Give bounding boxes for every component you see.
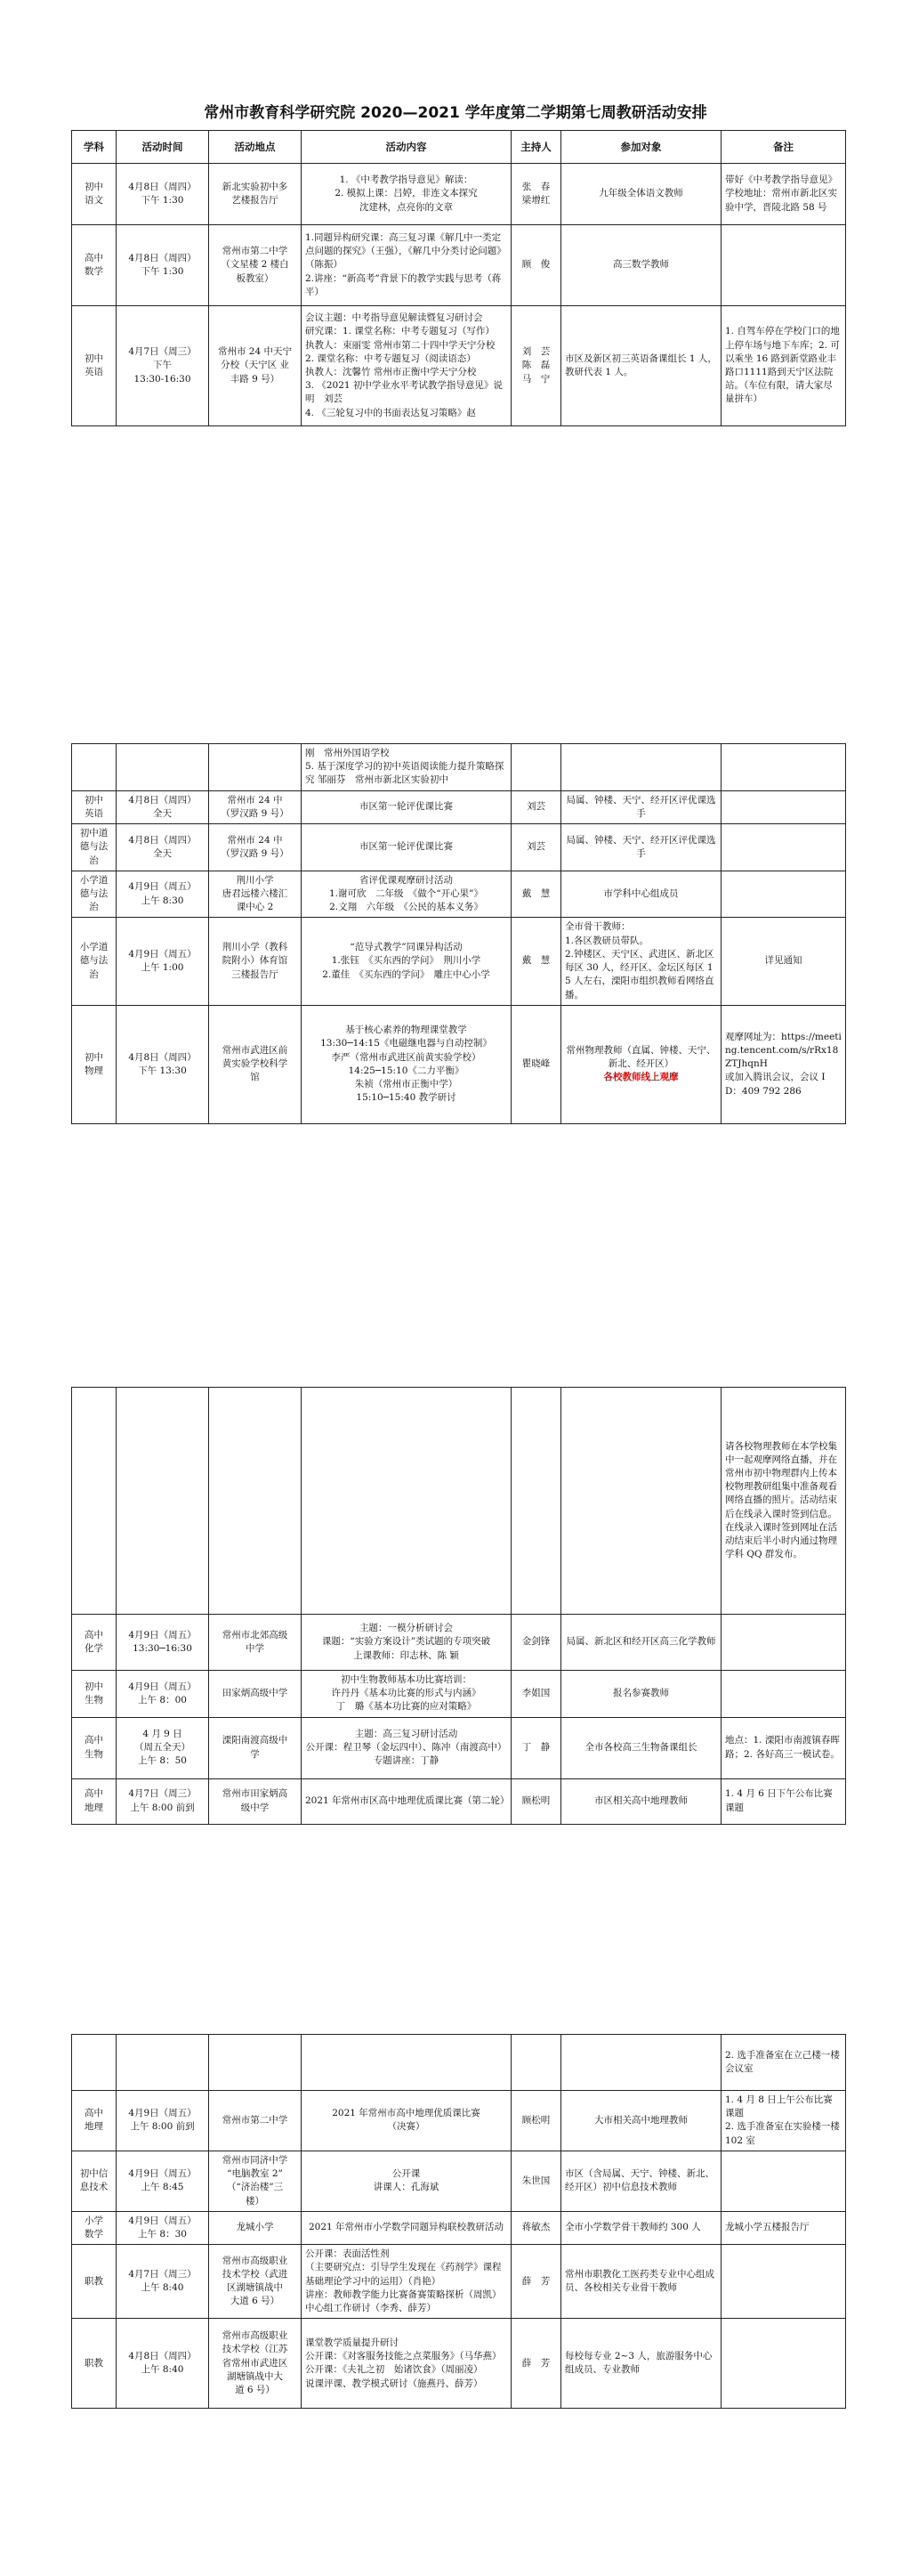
table-row bbox=[72, 2245, 846, 2319]
cell-place: 新北实验初中多 艺楼报告厅 bbox=[209, 164, 302, 225]
cell-subject: 职教 bbox=[72, 2319, 117, 2409]
cell-place: 龙城小学 bbox=[209, 2211, 302, 2244]
cell-content: 公开课：表面活性剂 （主要研究点：引导学生发现在《药剂学》课程基础理论学习中的运用）（肖艳） 讲座：教师教学能力比赛备赛策略探析（周凯） 中心组工作研讨（李秀、薛芳） bbox=[302, 2245, 512, 2319]
cell-host: 朱世国 bbox=[512, 2151, 561, 2211]
table-row bbox=[72, 1388, 846, 1615]
schedule-table-page-4 bbox=[71, 2034, 846, 2409]
cell-place: 田家炳高级中学 bbox=[209, 1671, 302, 1718]
cell-note: 1. 4 月 8 日上午公布比赛课题 2. 选手准备室在实验楼一楼 102 室 bbox=[722, 2091, 846, 2151]
cell-host: 戴 慧 bbox=[512, 918, 561, 1005]
schedule-table-page-2 bbox=[71, 743, 846, 1124]
cell-attendees bbox=[561, 2035, 722, 2091]
cell-content: 2021 年常州市区高中地理优质课比赛（第二轮） bbox=[302, 1778, 512, 1824]
cell-host: 顾 俊 bbox=[512, 225, 561, 306]
cell-note bbox=[722, 225, 846, 306]
cell-place: 常州市田家炳高 级中学 bbox=[209, 1778, 302, 1824]
cell-note bbox=[722, 2151, 846, 2211]
cell-content: 2021 年常州市高中地理优质课比赛 （决赛） bbox=[302, 2091, 512, 2151]
header-host: 主持人 bbox=[512, 131, 561, 164]
cell-time: 4月7日（周三） 上午 8:00 前到 bbox=[117, 1778, 209, 1824]
cell-note: 地点：1. 溧阳市南渡镇春晖路；2. 各好高三一模试卷。 bbox=[722, 1717, 846, 1778]
cell-attendees: 市区（含局属、天宁、钟楼、新北、经开区）初中信息技术教师 bbox=[561, 2151, 722, 2211]
cell-attendees: 局属、新北区和经开区高三化学教师 bbox=[561, 1615, 722, 1671]
cell-place: 常州市 24 中 （罗汉路 9 号） bbox=[209, 824, 302, 871]
cell-place bbox=[209, 2035, 302, 2091]
header-note: 备注 bbox=[722, 131, 846, 164]
cell-note: 2. 选手准备室在立己楼一楼会议室 bbox=[722, 2035, 846, 2091]
cell-attendees bbox=[561, 744, 722, 791]
cell-time: 4月7日（周三） 上午 8:40 bbox=[117, 2245, 209, 2319]
cell-place bbox=[209, 744, 302, 791]
cell-attendees: 全市骨干教师： 1.各区教研员带队。 2.钟楼区、天宁区、武进区、新北区每区 30 人，经开区、金坛区每区 15 人左右，溧阳市组织教师看网络直播。 bbox=[561, 918, 722, 1005]
cell-content: 初中生物教师基本功比赛培训： 许丹丹《基本功比赛的形式与内涵》 丁 璐《基本功比赛的应对策略》 bbox=[302, 1671, 512, 1718]
cell-content: 公开课 讲课人：孔海斌 bbox=[302, 2151, 512, 2211]
table-row bbox=[72, 2211, 846, 2244]
cell-content: 1.同题异构研究课：高三复习课《解几中一类定点问题的探究》（王强），《解几中分类讨论问题》（陈振） 2.讲座：“新高考”背景下的教学实践与思考（蒋平） bbox=[302, 225, 512, 306]
cell-note: 1. 自驾车停在学校门口的地上停车场与地下车库；2. 可以乘坐 16 路到新堂路业丰路口1111路到天宁区法院站。（车位有限，请大家尽量拼车） bbox=[722, 306, 846, 426]
cell-host: 顾松明 bbox=[512, 1778, 561, 1824]
cell-note: 请各校物理教师在本学校集中一起观摩网络直播，并在常州市初中物理群内上传本校物理教研组集中准备观看网络直播的照片。活动结束后在线录入课时签到信息。在线录入课时签到网址在活动结束后半小时内通过物理学科 QQ 群发布。 bbox=[722, 1388, 846, 1615]
cell-time: 4月9日（周五） 上午 8:00 前到 bbox=[117, 2091, 209, 2151]
cell-host bbox=[512, 2035, 561, 2091]
cell-time: 4月8日（周四） 下午 1:30 bbox=[117, 225, 209, 306]
cell-place: 荆川小学 唐君远楼六楼汇 课中心 2 bbox=[209, 871, 302, 918]
cell-subject: 高中 地理 bbox=[72, 1778, 117, 1824]
cell-place: 常州市高级职业 技术学校（武进 区湖塘镇战中 大道 6 号） bbox=[209, 2245, 302, 2319]
table-row bbox=[72, 164, 846, 225]
cell-host: 丁 静 bbox=[512, 1717, 561, 1778]
cell-attendees: 每校每专业 2~3 人，旅游服务中心组成员、专业教师 bbox=[561, 2319, 722, 2409]
page-title: 常州市教育科学研究院 2020—2021 学年度第二学期第七周教研活动安排 bbox=[204, 104, 707, 122]
cell-note bbox=[722, 2319, 846, 2409]
table-row bbox=[72, 1717, 846, 1778]
cell-content: 课堂教学质量提升研讨 公开课：《对客服务技能之点菜服务》（马华燕） 公开课：《夫礼之初 始诸饮食》（周丽凌） 说课评课、教学模式研讨（施燕丹、薛芳） bbox=[302, 2319, 512, 2409]
cell-subject: 初中 英语 bbox=[72, 790, 117, 823]
cell-attendees: 市区及新区初三英语备课组长 1 人，教研代表 1 人。 bbox=[561, 306, 722, 426]
table-row bbox=[72, 1778, 846, 1824]
cell-content: 1. 《中考教学指导意见》解读： 2. 模拟上课：吕婷，非连文本探究 沈建林，点亮你的文章 bbox=[302, 164, 512, 225]
schedule-table-page-1 bbox=[71, 130, 846, 426]
cell-host bbox=[512, 744, 561, 791]
cell-place: 常州市武进区前 黄实验学校科学 馆 bbox=[209, 1005, 302, 1123]
cell-note bbox=[722, 1615, 846, 1671]
cell-attendees: 报名参赛教师 bbox=[561, 1671, 722, 1718]
schedule-table-page-3 bbox=[71, 1387, 846, 1825]
cell-note: 1. 4 月 6 日下午公布比赛课题 bbox=[722, 1778, 846, 1824]
cell-place: 常州市北郊高级 中学 bbox=[209, 1615, 302, 1671]
cell-note bbox=[722, 871, 846, 918]
cell-content bbox=[302, 1388, 512, 1615]
cell-subject bbox=[72, 1388, 117, 1615]
cell-place: 荆川小学（教科 院附小）体育馆 三楼报告厅 bbox=[209, 918, 302, 1005]
cell-subject: 小学道 德与法 治 bbox=[72, 918, 117, 1005]
cell-note: 龙城小学五楼报告厅 bbox=[722, 2211, 846, 2244]
cell-host: 薛 芳 bbox=[512, 2245, 561, 2319]
cell-host: 薛 芳 bbox=[512, 2319, 561, 2409]
cell-attendees: 市区相关高中地理教师 bbox=[561, 1778, 722, 1824]
cell-subject: 高中 化学 bbox=[72, 1615, 117, 1671]
cell-content: 会议主题：中考指导意见解读暨复习研讨会 研究课：1. 课堂名称：中考专题复习（写作） 执教人：束丽雯 常州市第二十四中学天宁分校 2. 课堂名称：中考专题复习（阅读语态） 执教人：沈馨竹 常州市正衡中学天宁分校 3. 《2021 初中学业水平考试教学指导意见》说明 刘芸 4. 《三轮复习中的书面表达复习策略》赵 bbox=[302, 306, 512, 426]
cell-time: 4月9日（周五） 上午 8:45 bbox=[117, 2151, 209, 2211]
cell-note bbox=[722, 790, 846, 823]
cell-note: 带好《中考教学指导意见》 学校地址：常州市新北区实验中学，晋陵北路 58 号 bbox=[722, 164, 846, 225]
table-row bbox=[72, 871, 846, 918]
cell-attendees bbox=[561, 1388, 722, 1615]
cell-subject bbox=[72, 2035, 117, 2091]
cell-host bbox=[512, 1388, 561, 1615]
header-place: 活动地点 bbox=[209, 131, 302, 164]
cell-time: 4月9日（周五） 13:30─16:30 bbox=[117, 1615, 209, 1671]
cell-attendees: 常州市职教化工医药类专业中心组成员、各校相关专业骨干教师 bbox=[561, 2245, 722, 2319]
header-time: 活动时间 bbox=[117, 131, 209, 164]
table-row bbox=[72, 1671, 846, 1718]
cell-time: 4 月 9 日 （周五全天） 上午 8：50 bbox=[117, 1717, 209, 1778]
cell-host: 戴 慧 bbox=[512, 871, 561, 918]
table-row bbox=[72, 744, 846, 791]
cell-subject: 小学道 德与法 治 bbox=[72, 871, 117, 918]
header-content: 活动内容 bbox=[302, 131, 512, 164]
cell-place: 常州市同济中学 “电脑教室 2” （“济治楼”三 楼） bbox=[209, 2151, 302, 2211]
table-row bbox=[72, 2035, 846, 2091]
cell-content bbox=[302, 2035, 512, 2091]
cell-subject: 初中 物理 bbox=[72, 1005, 117, 1123]
cell-content: 刚 常州外国语学校 5. 基于深度学习的初中英语阅读能力提升策略探究 邹丽芬 常州市新北区实验初中 bbox=[302, 744, 512, 791]
cell-subject: 高中 数学 bbox=[72, 225, 117, 306]
cell-host: 瞿晓峰 bbox=[512, 1005, 561, 1123]
table-row bbox=[72, 2319, 846, 2409]
cell-host: 张 春 梁增红 bbox=[512, 164, 561, 225]
cell-subject: 初中 英语 bbox=[72, 306, 117, 426]
cell-note bbox=[722, 1671, 846, 1718]
cell-place: 常州市第二中学 bbox=[209, 2091, 302, 2151]
cell-note: 详见通知 bbox=[722, 918, 846, 1005]
cell-time: 4月9日（周五） 上午 1:00 bbox=[117, 918, 209, 1005]
cell-place: 常州市高级职业 技术学校（江苏 省常州市武进区 湖塘镇战中大 道 6 号） bbox=[209, 2319, 302, 2409]
cell-subject: 初中 语文 bbox=[72, 164, 117, 225]
cell-content: 基于核心素养的物理课堂教学 13:30─14:15《电磁继电器与自动控制》 李严（常州市武进区前黄实验学校） 14:25─15:10《二力平衡》 朱祯（常州市正衡中学） 15:10─15:40 教学研讨 bbox=[302, 1005, 512, 1123]
cell-attendees: 局属、钟楼、天宁、经开区评优课选手 bbox=[561, 824, 722, 871]
cell-note bbox=[722, 744, 846, 791]
cell-place: 常州市第二中学 （文星楼 2 楼白 板教室） bbox=[209, 225, 302, 306]
cell-attendees: 全市小学数学骨干教师约 300 人 bbox=[561, 2211, 722, 2244]
header-subject: 学科 bbox=[72, 131, 117, 164]
cell-attendees: 高三数学教师 bbox=[561, 225, 722, 306]
cell-subject: 职教 bbox=[72, 2245, 117, 2319]
table-row bbox=[72, 918, 846, 1005]
cell-note: 观摩网址为：https://meeting.tencent.com/s/rRx18ZTJhqnH 或加入腾讯会议，会议 ID：409 792 286 bbox=[722, 1005, 846, 1123]
cell-subject: 初中信 息技术 bbox=[72, 2151, 117, 2211]
cell-content: 主题：高三复习研讨活动 公开课：程卫琴（金坛四中）、陈冲（南渡高中） 专题讲座：丁静 bbox=[302, 1717, 512, 1778]
cell-attendees: 局属、钟楼、天宁、经开区评优课选手 bbox=[561, 790, 722, 823]
cell-attendees: 市学科中心组成员 bbox=[561, 871, 722, 918]
cell-place: 常州市 24 中天宁 分校（天宁区 业 丰路 9 号） bbox=[209, 306, 302, 426]
cell-note bbox=[722, 2245, 846, 2319]
cell-time: 4月9日（周五） 上午 8：30 bbox=[117, 2211, 209, 2244]
cell-place bbox=[209, 1388, 302, 1615]
cell-time: 4月8日（周四） 下午 13:30 bbox=[117, 1005, 209, 1123]
cell-subject: 高中 地理 bbox=[72, 2091, 117, 2151]
cell-attendees: 大市相关高中地理教师 bbox=[561, 2091, 722, 2151]
cell-time: 4月8日（周四） 全天 bbox=[117, 824, 209, 871]
cell-time: 4月8日（周四） 上午 8:40 bbox=[117, 2319, 209, 2409]
cell-place: 溧阳南渡高级中 学 bbox=[209, 1717, 302, 1778]
cell-attendees: 全市各校高三生物备课组长 bbox=[561, 1717, 722, 1778]
cell-content: “范导式教学”同课异构活动 1.张钰 《买东西的学问》 荆川小学 2.董佳 《买东西的学问》 雕庄中心小学 bbox=[302, 918, 512, 1005]
cell-time bbox=[117, 2035, 209, 2091]
cell-host: 刘 芸 陈 磊 马 宁 bbox=[512, 306, 561, 426]
cell-time: 4月8日（周四） 全天 bbox=[117, 790, 209, 823]
cell-subject: 高中 生物 bbox=[72, 1717, 117, 1778]
table-row bbox=[72, 824, 846, 871]
cell-host: 顾松明 bbox=[512, 2091, 561, 2151]
online-viewing-notice: 各校教师线上观摩 bbox=[603, 1072, 679, 1083]
cell-subject bbox=[72, 744, 117, 791]
cell-host: 李姐国 bbox=[512, 1671, 561, 1718]
cell-content: 省评优课观摩研讨活动 1.谢可欣 二年级 《做个“开心果”》 2.文翔 六年级 《公民的基本义务》 bbox=[302, 871, 512, 918]
cell-place: 常州市 24 中 （罗汉路 9 号） bbox=[209, 790, 302, 823]
cell-note bbox=[722, 824, 846, 871]
cell-content: 主题：一模分析研讨会 课题：“实验方案设计”类试题的专项突破 上课教师：印志林、陈 颖 bbox=[302, 1615, 512, 1671]
header-attendees: 参加对象 bbox=[561, 131, 722, 164]
table-row bbox=[72, 306, 846, 426]
cell-time: 4月8日（周四） 下午 1:30 bbox=[117, 164, 209, 225]
cell-time: 4月9日（周五） 上午 8:30 bbox=[117, 871, 209, 918]
cell-host: 刘芸 bbox=[512, 790, 561, 823]
table-row bbox=[72, 790, 846, 823]
cell-subject: 初中 生物 bbox=[72, 1671, 117, 1718]
table-row bbox=[72, 1005, 846, 1123]
table-row bbox=[72, 2151, 846, 2211]
cell-time bbox=[117, 1388, 209, 1615]
cell-time: 4月9日（周五） 上午 8：00 bbox=[117, 1671, 209, 1718]
cell-host: 蒋敏杰 bbox=[512, 2211, 561, 2244]
cell-time bbox=[117, 744, 209, 791]
table-row bbox=[72, 1615, 846, 1671]
cell-content: 市区第一轮评优课比赛 bbox=[302, 790, 512, 823]
table-row bbox=[72, 225, 846, 306]
attendees-text: 常州物理教师（直属、钟楼、天宁、新北、经开区） bbox=[566, 1044, 716, 1070]
cell-host: 刘芸 bbox=[512, 824, 561, 871]
cell-content: 2021 年常州市小学数学同题异构联校教研活动 bbox=[302, 2211, 512, 2244]
cell-time: 4月7日（周三） 下午 13:30-16:30 bbox=[117, 306, 209, 426]
table-row bbox=[72, 2091, 846, 2151]
cell-attendees: 九年级全体语文教师 bbox=[561, 164, 722, 225]
table-header-row bbox=[72, 131, 846, 164]
cell-content: 市区第一轮评优课比赛 bbox=[302, 824, 512, 871]
cell-subject: 初中道 德与法 治 bbox=[72, 824, 117, 871]
cell-attendees bbox=[561, 1005, 722, 1123]
cell-host: 金剑锋 bbox=[512, 1615, 561, 1671]
cell-subject: 小学 数学 bbox=[72, 2211, 117, 2244]
